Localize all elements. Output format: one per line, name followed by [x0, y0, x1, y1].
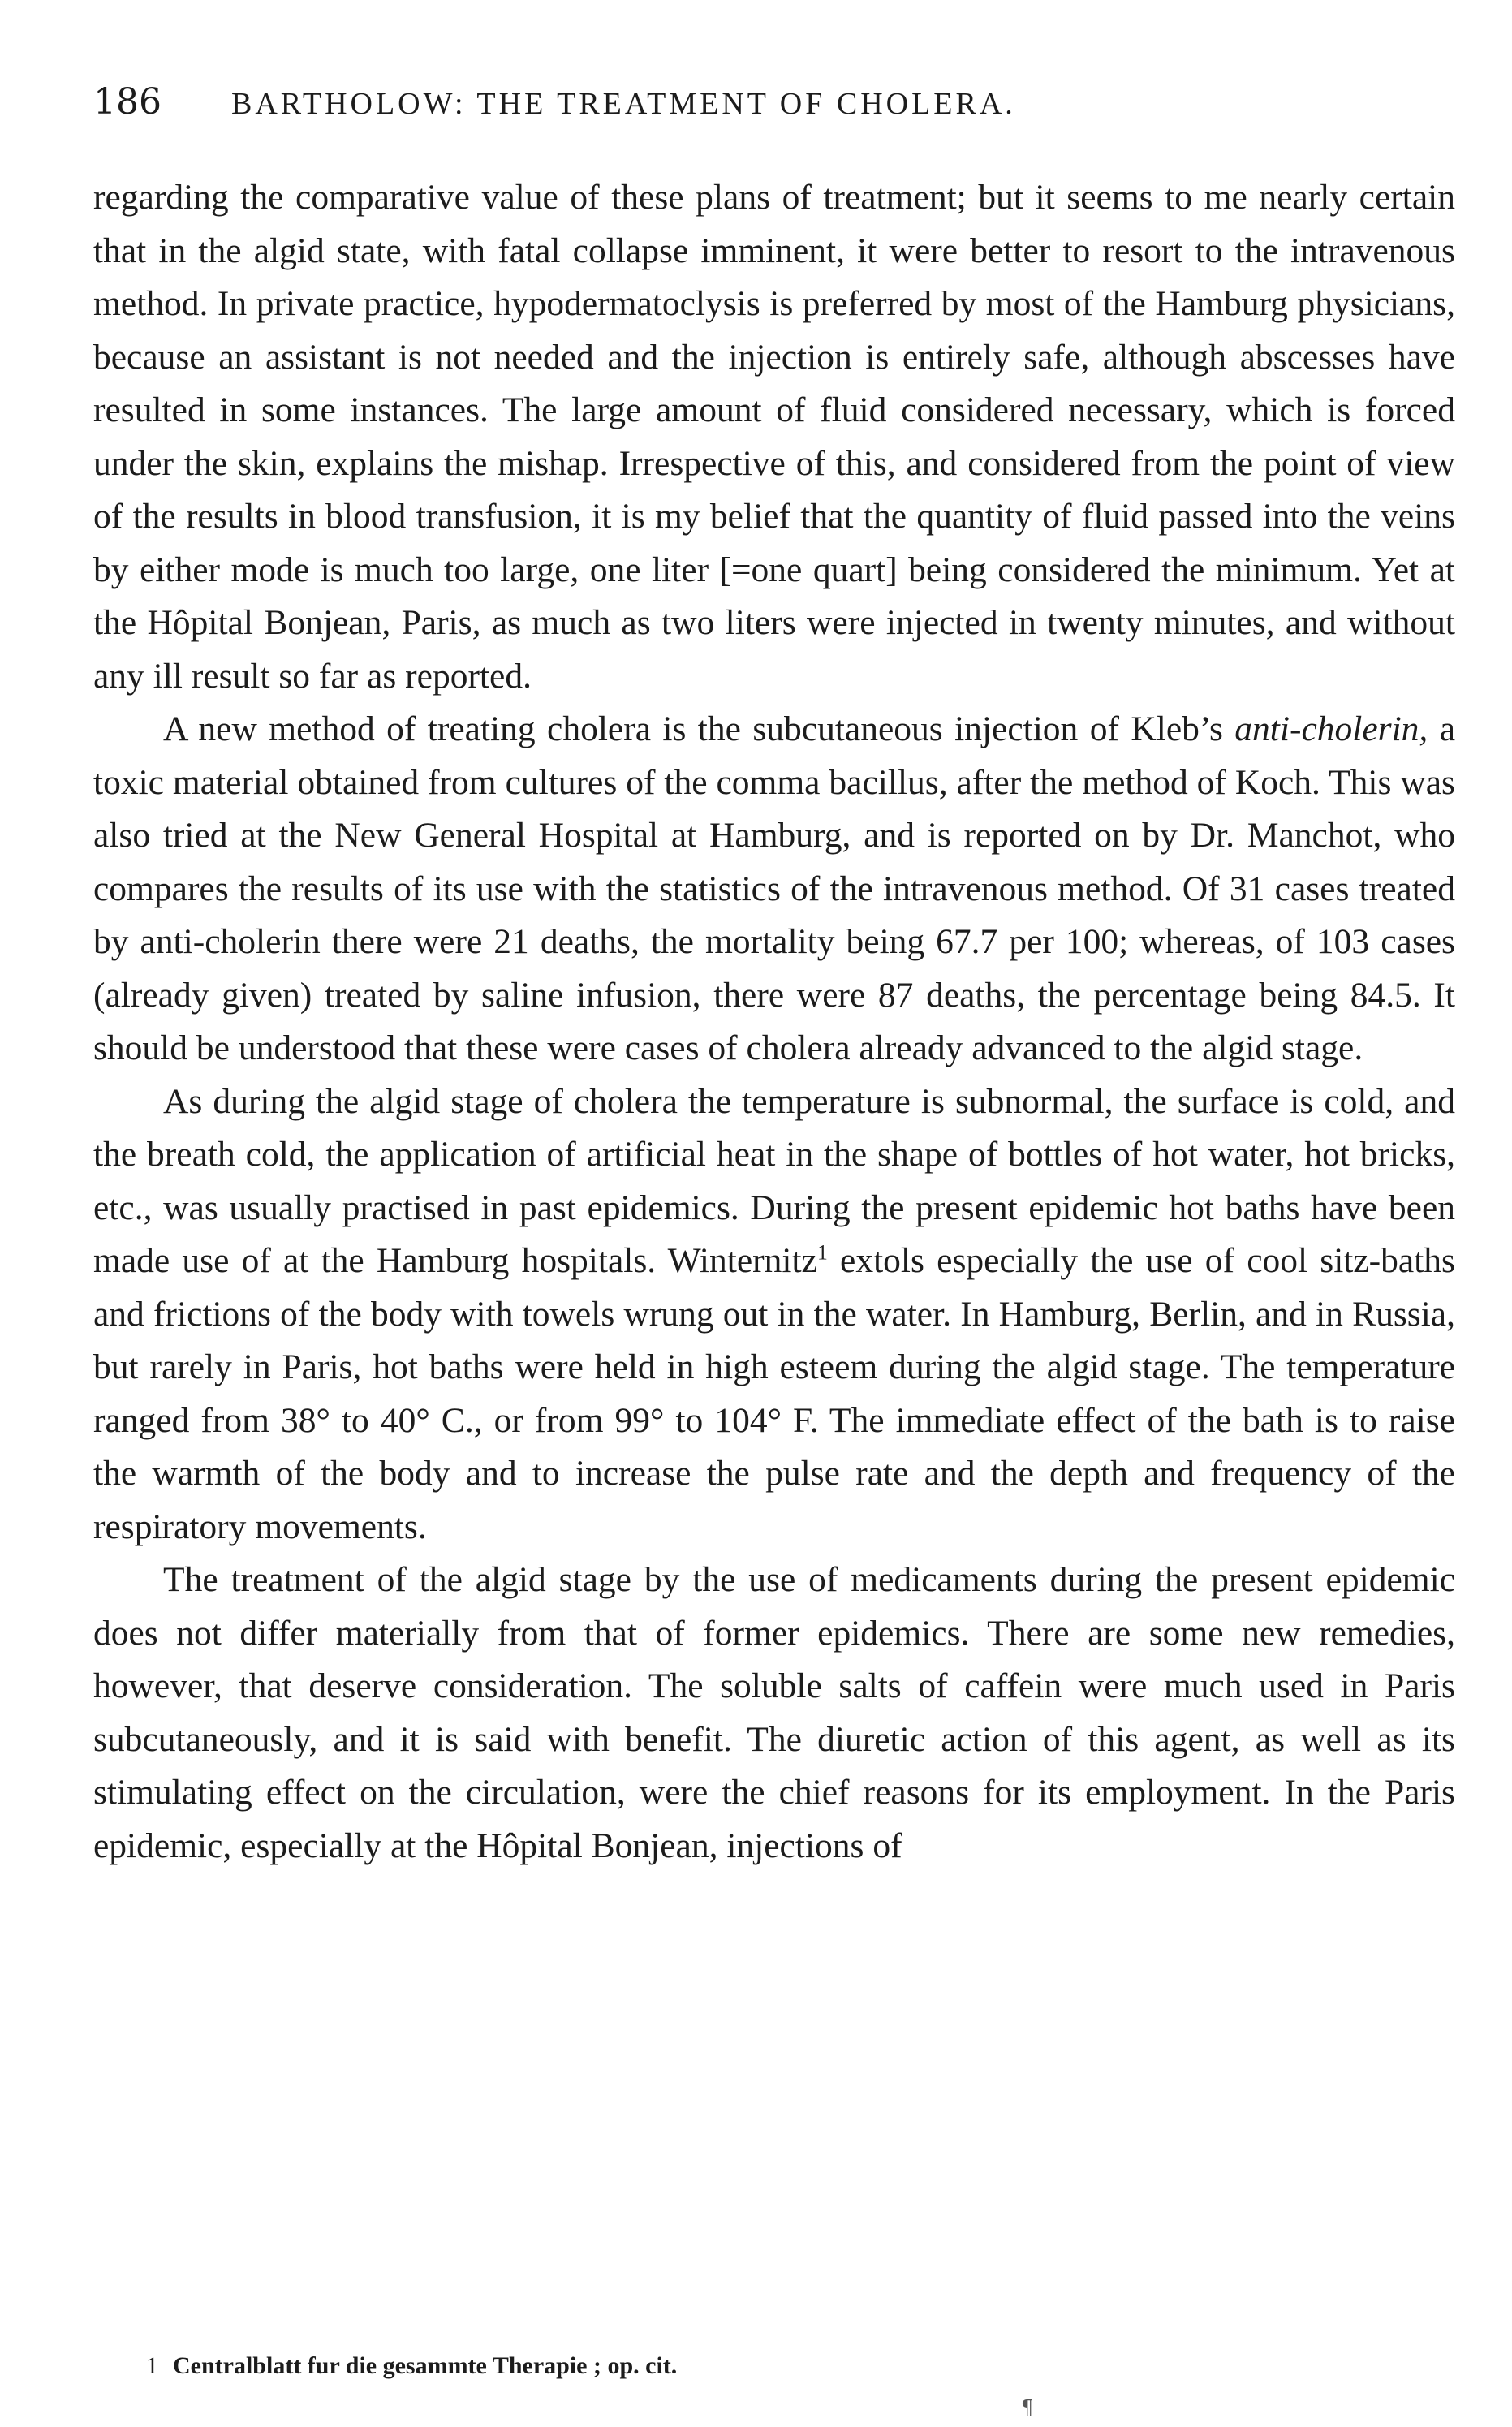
paragraph-3 — [93, 1076, 1455, 1554]
footnote — [146, 2352, 677, 2380]
paragraph-4: The treatment of the algid stage by the use of medicaments during the present epidemic does not differ materially from that of former epidemics. There are some new remedies, however, that deserve consideration. The soluble salts of caffein were much used in Paris subcutaneously, and it is said with benefit. The diuretic action of this agent, as well as its stimulating effect on the circulation, were the chief reasons for its employment. In the Paris epidemic, especially at the Hôpital Bonjean, injections of — [93, 1560, 1455, 1865]
paragraph-1: regarding the comparative value of these plans of treatment; but it seems to me nearly certain that in the algid state, with fatal collapse imminent, it were better to resort to the intravenous method. In private practice, hypodermatoclysis is preferred by most of the Hamburg physicians, because an assistant is not needed and the injection is entirely safe, although abscesses have resulted in some instances. The large amount of fluid considered necessary, which is forced under the skin, explains the mishap. Irrespective of this, and considered from the point of view of the results in blood transfusion, it is my belief that the quantity of fluid passed into the veins by either mode is much too large, one liter [=one quart] being considered the minimum. Yet at the Hôpital Bonjean, Paris, as much as two liters were injected in twenty minutes, and without any ill result so far as reported. — [93, 178, 1455, 696]
printer-mark: ¶ — [1021, 2396, 1034, 2419]
footnote-text: Centralblatt fur die gesammte Therapie ; op. cit. — [173, 2352, 678, 2379]
footnote-reference[interactable]: 1 — [816, 1240, 828, 1265]
paragraph-2-text-b: a toxic material obtained from cultures of the comma bacillus, after the method of Koch. This was also tried at the New General Hospital at Hamburg, and is reported on by Dr. Manchot, who compares the results of its use with the statistics of the intravenous method. Of 31 cases treated by anti-cholerin there were 21 deaths, the mortality being 67.7 per 100; whereas, of 103 cases (already given) treated by saline infusion, there were 87 deaths, the percentage being 84.5. It should be understood that these were cases of cholera already advanced to the algid stage. — [93, 709, 1455, 1067]
anti-cholerin-term: anti-cholerin, — [1234, 709, 1428, 748]
page-number: 186 — [93, 81, 162, 123]
paragraph-2-text-a: A new method of treating cholera is the subcutaneous injection of Kleb’s — [163, 709, 1235, 748]
footnote-number: 1 — [146, 2352, 158, 2379]
running-title: BARTHOLOW: THE TREATMENT OF CHOLERA. — [231, 87, 1016, 121]
running-head — [93, 81, 1455, 123]
paragraph-3-text-b: extols especially the use of cool sitz-baths and frictions of the body with towels wrung out in the water. In Hamburg, Berlin, and in Russia, but rarely in Paris, hot baths were held in high esteem during the algid stage. The temperature ranged from 38° to 40° C., or from 99° to 104° F. The immediate effect of the bath is to raise the warmth of the body and to increase the pulse rate and the depth and frequency of the respiratory movements. — [93, 1241, 1455, 1546]
paragraph-2 — [93, 703, 1455, 1076]
paragraph-3-text-a: As during the algid stage of cholera the temperature is subnormal, the surface is cold, and the breath cold, the application of artificial heat in the shape of bottles of hot water, hot bricks, etc., was usually practised in past epidemics. During the present epidemic hot baths have been made use of at the Hamburg hospitals. Winternitz — [93, 1081, 1455, 1280]
body-text — [93, 171, 1455, 1873]
